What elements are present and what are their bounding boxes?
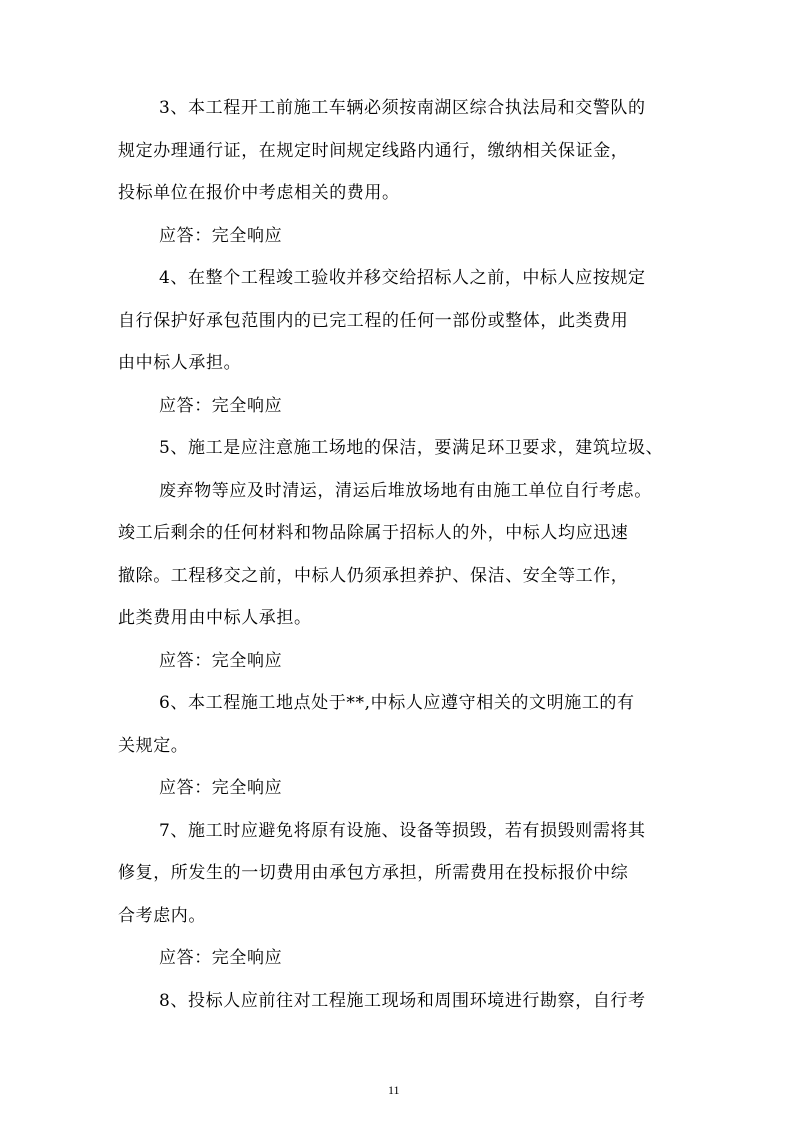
item-5-line-1: 5、施工是应注意施工场地的保洁，要满足环卫要求，建筑垃圾、: [159, 438, 664, 458]
item-3-response: 应答：完全响应: [159, 226, 283, 246]
item-4-line-3: 由中标人承担。: [118, 353, 242, 373]
item-6-line-2: 关规定。: [118, 736, 189, 756]
item-3-line-3: 投标单位在报价中考虑相关的费用。: [118, 183, 400, 203]
item-3-line-1: 3、本工程开工前施工车辆必须按南湖区综合执法局和交警队的: [159, 98, 646, 118]
item-5-response: 应答：完全响应: [159, 651, 283, 671]
item-4-response: 应答：完全响应: [159, 396, 283, 416]
item-3-line-2: 规定办理通行证，在规定时间规定线路内通行，缴纳相关保证金，: [118, 141, 629, 161]
item-7-line-1: 7、施工时应避免将原有设施、设备等损毁，若有损毁则需将其: [159, 821, 646, 841]
item-5-line-3: 竣工后剩余的任何材料和物品除属于招标人的外，中标人均应迅速: [118, 523, 629, 543]
item-6-response: 应答：完全响应: [159, 778, 283, 798]
item-5-line-2: 废弃物等应及时清运，清运后堆放场地有由施工单位自行考虑。: [159, 481, 652, 501]
item-6-line-1: 6、本工程施工地点处于**,中标人应遵守相关的文明施工的有: [159, 693, 635, 713]
item-8-line-1: 8、投标人应前往对工程施工现场和周围环境进行勘察，自行考: [159, 991, 646, 1011]
item-7-response: 应答：完全响应: [159, 948, 283, 968]
page-number: 11: [388, 1083, 400, 1097]
item-7-line-3: 合考虑内。: [118, 906, 206, 926]
item-4-line-1: 4、在整个工程竣工验收并移交给招标人之前，中标人应按规定: [159, 268, 646, 288]
item-5-line-5: 此类费用由中标人承担。: [118, 608, 312, 628]
item-5-line-4: 撤除。工程移交之前，中标人仍须承担养护、保洁、安全等工作，: [118, 566, 629, 586]
item-7-line-2: 修复，所发生的一切费用由承包方承担，所需费用在投标报价中综: [118, 863, 629, 883]
item-4-line-2: 自行保护好承包范围内的已完工程的任何一部份或整体，此类费用: [118, 311, 629, 331]
